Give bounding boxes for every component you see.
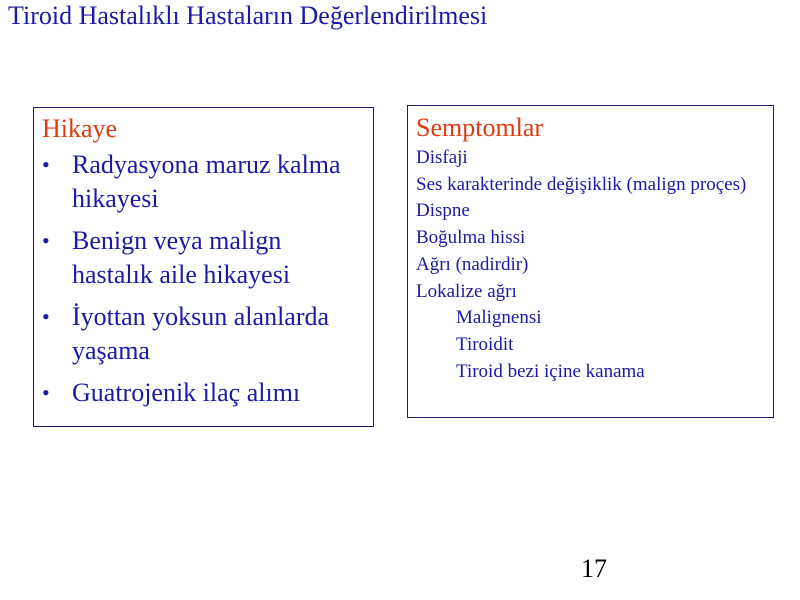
symptom-item: Disfaji — [416, 147, 468, 168]
symptom-item: Lokalize ağrı — [416, 280, 517, 302]
symptoms-list — [416, 145, 765, 385]
bullet-icon: • — [42, 304, 50, 329]
bullet-icon: • — [42, 380, 50, 405]
history-item-label: İyottan yoksun alanlarda yaşama — [72, 302, 330, 365]
symptoms-heading: Semptomlar — [416, 113, 544, 142]
symptoms-box — [407, 105, 774, 418]
list-item — [42, 148, 365, 216]
symptom-item: Ses karakterinde değişiklik (malign proçes) — [416, 173, 747, 195]
history-list — [42, 148, 365, 410]
history-box — [33, 107, 374, 427]
bullet-icon: • — [42, 228, 50, 253]
symptom-subitem: Tiroidit — [456, 333, 514, 355]
list-item — [42, 224, 365, 292]
list-item — [42, 300, 365, 368]
symptom-item: Ağrı (nadirdir) — [416, 253, 529, 275]
history-heading: Hikaye — [42, 114, 118, 143]
page-number: 17 — [581, 554, 607, 583]
history-item-label: Radyasyona maruz kalma hikayesi — [72, 150, 341, 213]
symptom-subitem: Malignensi — [456, 307, 542, 329]
list-item — [42, 376, 365, 410]
history-item-label: Guatrojenik ilaç alımı — [72, 378, 301, 407]
history-item-label: Benign veya malign hastalık aile hikayesi — [72, 226, 291, 289]
symptom-item: Boğulma hissi — [416, 227, 526, 249]
bullet-icon: • — [42, 152, 50, 177]
symptom-subitem: Tiroid bezi içine kanama — [456, 360, 645, 382]
symptom-item: Dispne — [416, 200, 470, 222]
slide-title: Tiroid Hastalıklı Hastaların Değerlendirilmesi — [8, 1, 488, 30]
